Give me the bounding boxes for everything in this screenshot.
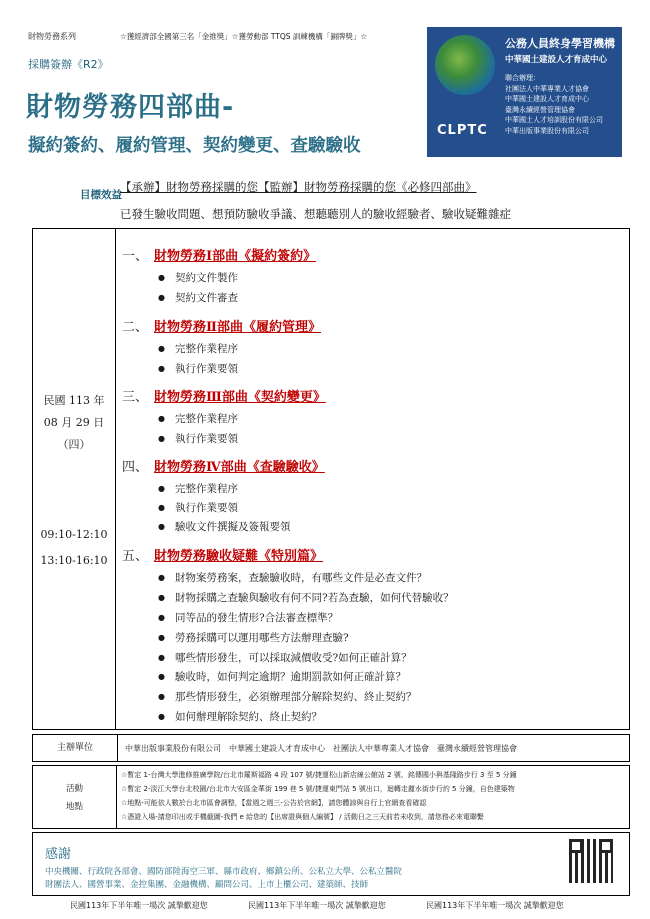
section-3-item: ● 完整作業程序 bbox=[158, 411, 238, 426]
section-4-item: ● 執行作業要領 bbox=[158, 500, 238, 515]
thanks-line-1: 中央機關、行政院各部會、國防部陸海空三軍、縣市政府、鄉鎮公所、公私立大學、公私立醫院 bbox=[45, 867, 403, 877]
section-5-heading: 五、 財物勞務驗收疑難《特別篇》 bbox=[122, 549, 324, 564]
venue-line: ☆憑證入場-請您印出或手機截圖-我們 e 給您的【出席證與個人編號】 / 活動日之三天前若未收到，請您務必來電聯繫 bbox=[121, 813, 484, 821]
thanks-line-2: 財團法人、國營事業、金控集團、金融機構、顧問公司、上市上櫃公司、建築師、技師 bbox=[45, 880, 369, 890]
section-4-item: ● 完整作業程序 bbox=[158, 481, 238, 496]
logo-center: 中華國土建設人才育成中心 bbox=[505, 55, 608, 65]
course-date: 民國 113 年 08 月 29 日 （四） bbox=[43, 394, 105, 451]
footer-note: 民國113年下半年唯一場次 誠摯歡迎您 bbox=[426, 901, 564, 910]
goal-line-2: 已發生驗收問題、想預防驗收爭議、想聽聽別人的驗收經驗者、驗收疑難雜症 bbox=[120, 207, 511, 221]
logo-brand: CLPTC bbox=[437, 123, 488, 138]
section-2-heading: 二、 財物勞務Ⅱ部曲《履約管理》 bbox=[122, 320, 321, 335]
course-time: 09:10-12:10 13:10-16:10 bbox=[40, 528, 108, 567]
clptc-logo bbox=[427, 27, 622, 157]
question-item: ● 驗收時，如何判定逾期？逾期罰款如何正確計算？ bbox=[158, 669, 406, 684]
question-item: ● 財物案勞務案，查驗驗收時，有哪些文件是必查文件？ bbox=[158, 570, 427, 585]
thanks-title: 感謝 bbox=[45, 847, 72, 862]
venue-label: 活動 地點 bbox=[33, 766, 117, 828]
question-item: ● 勞務採購可以運用哪些方法辦理查驗? bbox=[158, 630, 349, 645]
series-label: 財物勞務系列 bbox=[28, 32, 76, 41]
thanks-box bbox=[32, 832, 630, 896]
swirl-logo-icon bbox=[435, 35, 495, 95]
section-2-item: ● 執行作業要領 bbox=[158, 361, 238, 376]
section-4-heading: 四、 財物勞務Ⅳ部曲《查驗驗收》 bbox=[122, 460, 325, 475]
course-code: 採購簽辦《R2》 bbox=[28, 58, 109, 71]
logo-co-organizers: 聯合辦理： 社團法人中華專業人才協會 中華國土建設人才育成中心 臺灣永續經營管理協會 中華國土人才培訓股份有限公司 中華出版事業股份有限公司 bbox=[505, 74, 603, 135]
section-3-heading: 三、 財物勞務Ⅲ部曲《契約變更》 bbox=[122, 390, 326, 405]
section-1-item: ● 契約文件製作 bbox=[158, 270, 238, 285]
question-item: ● 哪些情形發生，可以採取減價收受?如何正確計算？ bbox=[158, 650, 412, 665]
page-subtitle: 擬約簽約、履約管理、契約變更、查驗驗收 bbox=[28, 136, 361, 156]
section-4-item: ● 驗收文件撰擬及簽報要領 bbox=[158, 519, 290, 534]
footer-note: 民國113年下半年唯一場次 誠摯歡迎您 bbox=[70, 901, 208, 910]
section-1-item: ● 契約文件審查 bbox=[158, 290, 238, 305]
page-title: 財物勞務四部曲- bbox=[26, 92, 235, 123]
question-item: ● 財物採購之查驗與驗收有何不同?若為查驗，如何代替驗收？ bbox=[158, 590, 454, 605]
section-3-item: ● 執行作業要領 bbox=[158, 431, 238, 446]
logo-org: 公務人員終身學習機構 bbox=[505, 37, 615, 50]
question-item: ● 那些情形發生，必須辦理部分解除契約、終止契約？ bbox=[158, 689, 416, 704]
goal-label: 目標效益 bbox=[80, 189, 122, 201]
venue-line: ☆暫定 2-淡江大學台北校園/台北市大安區金華街 199 巷 5 號/捷運東門站 5 號出口，迴轉走麗水街步行約 5 分鐘，自色建築物 bbox=[121, 785, 515, 793]
venue-line: ☆地點-可能依人數於台北市區會調整，【當週之週三-公告於官網】，請您體諒與自行上官網查看確認 bbox=[121, 799, 427, 807]
organizer-label: 主辦單位 bbox=[33, 735, 118, 761]
footer-note: 民國113年下半年唯一場次 誠摯歡迎您 bbox=[248, 901, 386, 910]
question-item: ● 同等品的發生情形?合法審查標準？ bbox=[158, 610, 338, 625]
awards-line: ☆獲經濟部全國第三名「金推獎」☆獲勞動部 TTQS 訓練機構「銅牌獎」☆ bbox=[120, 32, 368, 41]
venue-row bbox=[32, 765, 630, 829]
section-1-heading: 一、 財物勞務Ⅰ部曲《擬約簽約》 bbox=[122, 249, 317, 264]
qr-code-icon[interactable] bbox=[569, 839, 613, 883]
question-item: ● 如何辦理解除契約、終止契約？ bbox=[158, 709, 322, 724]
schedule-column bbox=[32, 228, 116, 730]
organizer-row bbox=[32, 734, 630, 762]
goal-line-1: 【承辦】財物勞務採購的您【監辦】財物勞務採購的您《必修四部曲》 bbox=[120, 180, 477, 194]
organizer-value: 中華出版事業股份有限公司 中華國土建設人才育成中心 社團法人中華專業人才協會 臺灣永續經營管理協會 bbox=[125, 744, 517, 753]
section-2-item: ● 完整作業程序 bbox=[158, 341, 238, 356]
venue-line: ☆暫定 1-台灣大學進修推廣學院/台北市羅斯福路 4 段 107 號/捷運松山新店線公館站 2 號、銘傳國小與基隆路步行 3 至 5 分鐘 bbox=[121, 771, 517, 779]
